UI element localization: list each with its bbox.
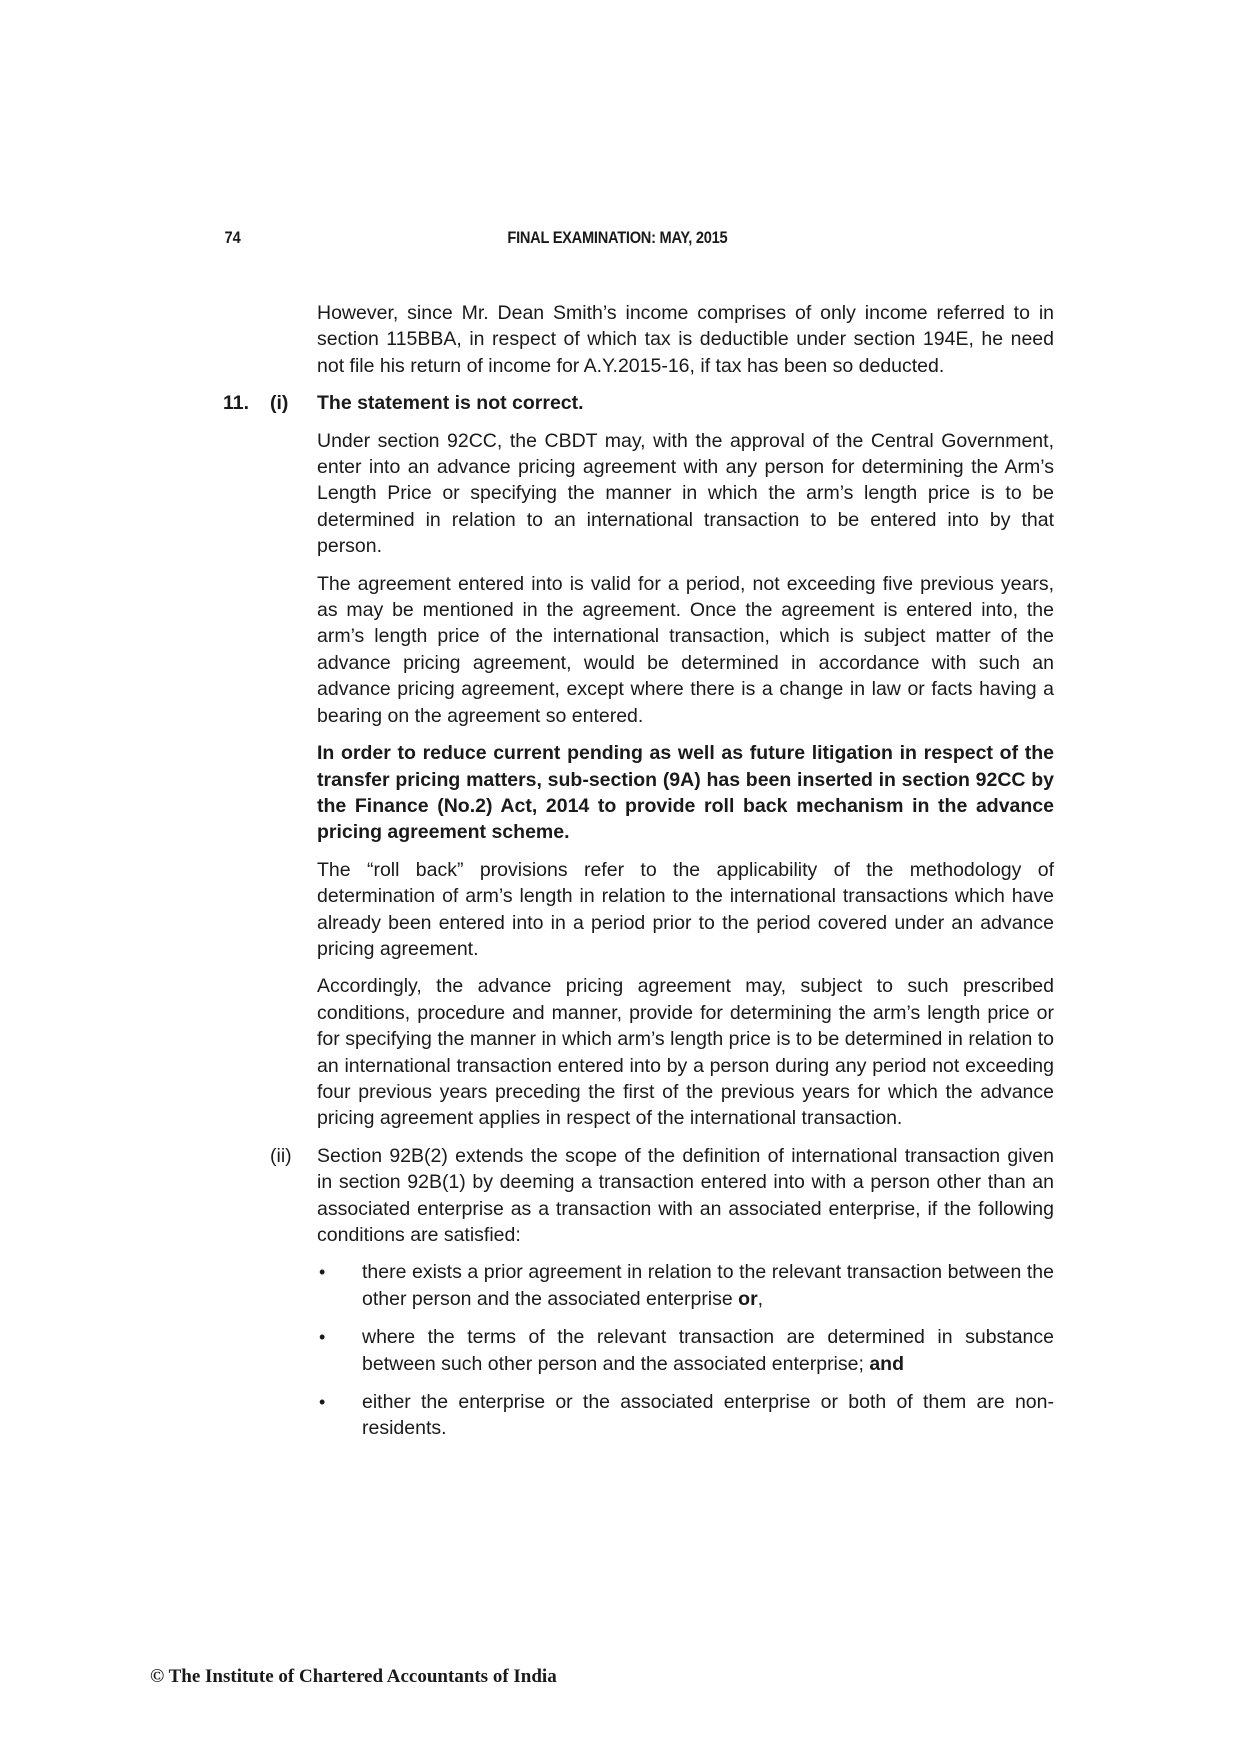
bullet-icon: •	[319, 1327, 326, 1348]
list-item	[317, 1259, 1054, 1312]
intro-paragraph: However, since Mr. Dean Smith’s income comprises of only income referred to in section 115BBA, in respect of which tax is deductible under section 194E, he need not file his return of income for A.Y.2015-16, if tax has been so deducted.	[317, 302, 1054, 377]
part-ii-intro: Section 92B(2) extends the scope of the definition of international transaction given in section 92B(1) by deeming a transaction entered into with a person other than an associated enterprise as a transaction with an associated enterprise, if the following conditions are satisfied:	[317, 1144, 1054, 1246]
list-item	[317, 1324, 1054, 1377]
conditions-list	[317, 1259, 1054, 1441]
list-item-bold: or	[738, 1287, 758, 1310]
bullet-icon: •	[319, 1262, 326, 1283]
page-content	[223, 300, 1054, 1454]
question-11-part-ii	[270, 1143, 1054, 1249]
paragraph-92cc: Under section 92CC, the CBDT may, with the approval of the Central Government, enter into an advance pricing agreement with any person for determining the Arm’s Length Price or specifying the manner in which the arm’s length price is to be determined in relation to an international transaction to be entered into by that person.	[317, 429, 1054, 558]
list-item-text: where the terms of the relevant transaction are determined in substance between such other person and the associated enterprise;	[362, 1326, 1054, 1375]
statement-heading: The statement is not correct.	[317, 392, 584, 415]
paragraph-accordingly: Accordingly, the advance pricing agreement may, subject to such prescribed conditions, procedure and manner, provide for determining the arm’s length price or for specifying the manner in which arm’s length price is to be determined in relation to an international transaction entered into by a person during any period not exceeding four previous years preceding the first of the previous years for which the advance pricing agreement applies in respect of the international transaction.	[317, 975, 1054, 1130]
question-11-part-i-heading	[223, 390, 1054, 416]
paragraph-validity: The agreement entered into is valid for a period, not exceeding five previous years, as may be mentioned in the agreement. Once the agreement is entered into, the arm’s length price of the international transaction, which is subject matter of the advance pricing agreement, would be determined in accordance with such an advance pricing agreement, except where there is a change in law or facts having a bearing on the agreement so entered.	[317, 572, 1054, 727]
running-title: FINAL EXAMINATION: MAY, 2015	[507, 228, 728, 247]
question-number: 11.	[223, 392, 250, 415]
part-i-label: (i)	[270, 392, 289, 415]
page-number: 74	[224, 228, 241, 247]
paragraph-roll-back-meaning: The “roll back” provisions refer to the applicability of the methodology of determination of arm’s length in relation to the international transactions which have already been entered into in a period prior to the period covered under an advance pricing agreement.	[317, 858, 1054, 960]
list-item-tail: ,	[757, 1287, 764, 1310]
list-item-bold: and	[869, 1352, 904, 1375]
bullet-icon: •	[319, 1392, 326, 1413]
paragraph-roll-back-bold: In order to reduce current pending as well as future litigation in respect of the transfer pricing matters, sub-section (9A) has been inserted in section 92CC by the Finance (No.2) Act, 2014 to provide roll back mechanism in the advance pricing agreement scheme.	[317, 742, 1054, 844]
page-header	[0, 228, 1067, 252]
footer-copyright: © The Institute of Chartered Accountants of India	[150, 1666, 557, 1687]
list-item-text: either the enterprise or the associated enterprise or both of them are non-residents.	[362, 1391, 1054, 1440]
list-item	[317, 1389, 1054, 1442]
part-ii-label: (ii)	[270, 1144, 292, 1167]
list-item-text: there exists a prior agreement in relation to the relevant transaction between the other person and the associated enterprise	[362, 1261, 1054, 1310]
